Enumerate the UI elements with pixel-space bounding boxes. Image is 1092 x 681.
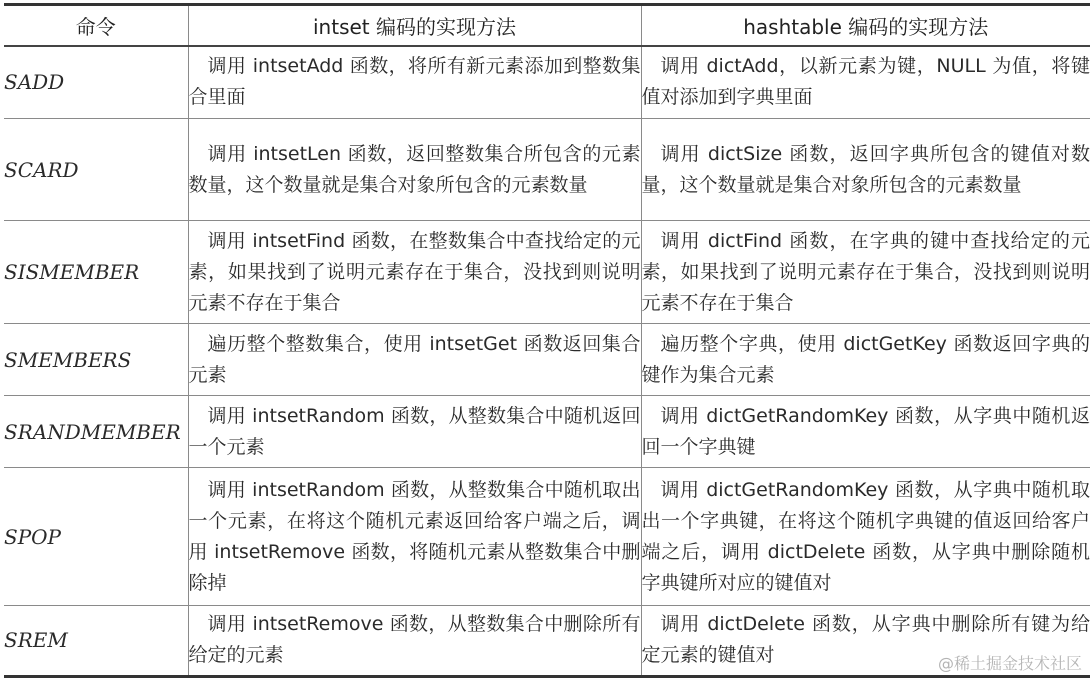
command-cell: SPOP <box>4 468 188 605</box>
intset-cell: 调用 intsetFind 函数，在整数集合中查找给定的元素，如果找到了说明元素存在于集合，没找到则说明元素不存在于集合 <box>188 221 641 324</box>
header-row <box>4 5 1090 47</box>
table-row <box>4 46 1090 118</box>
command-cell: SREM <box>4 605 188 676</box>
hashtable-cell: 调用 dictGetRandomKey 函数，从字典中随机返回一个字典键 <box>641 396 1090 468</box>
header-intset: intset 编码的实现方法 <box>188 5 641 47</box>
intset-cell: 调用 intsetAdd 函数，将所有新元素添加到整数集合里面 <box>188 46 641 118</box>
hashtable-cell: 调用 dictFind 函数，在字典的键中查找给定的元素，如果找到了说明元素存在于集合，没找到则说明元素不存在于集合 <box>641 221 1090 324</box>
command-cell: SCARD <box>4 118 188 221</box>
table-body <box>4 46 1090 677</box>
table-row <box>4 221 1090 324</box>
hashtable-cell: 调用 dictGetRandomKey 函数，从字典中随机取出一个字典键，在将这个随机字典键的值返回给客户端之后，调用 dictDelete 函数，从字典中删除随机字典键所对应的键值对 <box>641 468 1090 605</box>
command-cell: SISMEMBER <box>4 221 188 324</box>
table-header <box>4 5 1090 47</box>
hashtable-cell: 遍历整个字典，使用 dictGetKey 函数返回字典的键作为集合元素 <box>641 324 1090 396</box>
intset-cell: 调用 intsetLen 函数，返回整数集合所包含的元素数量，这个数量就是集合对象所包含的元素数量 <box>188 118 641 221</box>
header-hashtable: hashtable 编码的实现方法 <box>641 5 1090 47</box>
intset-cell: 遍历整个整数集合，使用 intsetGet 函数返回集合元素 <box>188 324 641 396</box>
table-row <box>4 605 1090 676</box>
table-row <box>4 468 1090 605</box>
command-cell: SADD <box>4 46 188 118</box>
hashtable-cell: 调用 dictSize 函数，返回字典所包含的键值对数量，这个数量就是集合对象所包含的元素数量 <box>641 118 1090 221</box>
comparison-table <box>4 3 1090 678</box>
intset-cell: 调用 intsetRemove 函数，从整数集合中删除所有给定的元素 <box>188 605 641 676</box>
command-cell: SRANDMEMBER <box>4 396 188 468</box>
table-row <box>4 324 1090 396</box>
hashtable-cell: 调用 dictAdd，以新元素为键，NULL 为值，将键值对添加到字典里面 <box>641 46 1090 118</box>
header-command: 命令 <box>4 5 188 47</box>
table-row <box>4 118 1090 221</box>
watermark: @稀土掘金技术社区 <box>937 654 1082 673</box>
hashtable-cell: 调用 dictDelete 函数，从字典中删除所有键为给定元素的键值对 <box>641 605 1090 676</box>
table-row <box>4 396 1090 468</box>
intset-cell: 调用 intsetRandom 函数，从整数集合中随机返回一个元素 <box>188 396 641 468</box>
intset-cell: 调用 intsetRandom 函数，从整数集合中随机取出一个元素，在将这个随机元素返回给客户端之后，调用 intsetRemove 函数，将随机元素从整数集合中删除掉 <box>188 468 641 605</box>
command-cell: SMEMBERS <box>4 324 188 396</box>
